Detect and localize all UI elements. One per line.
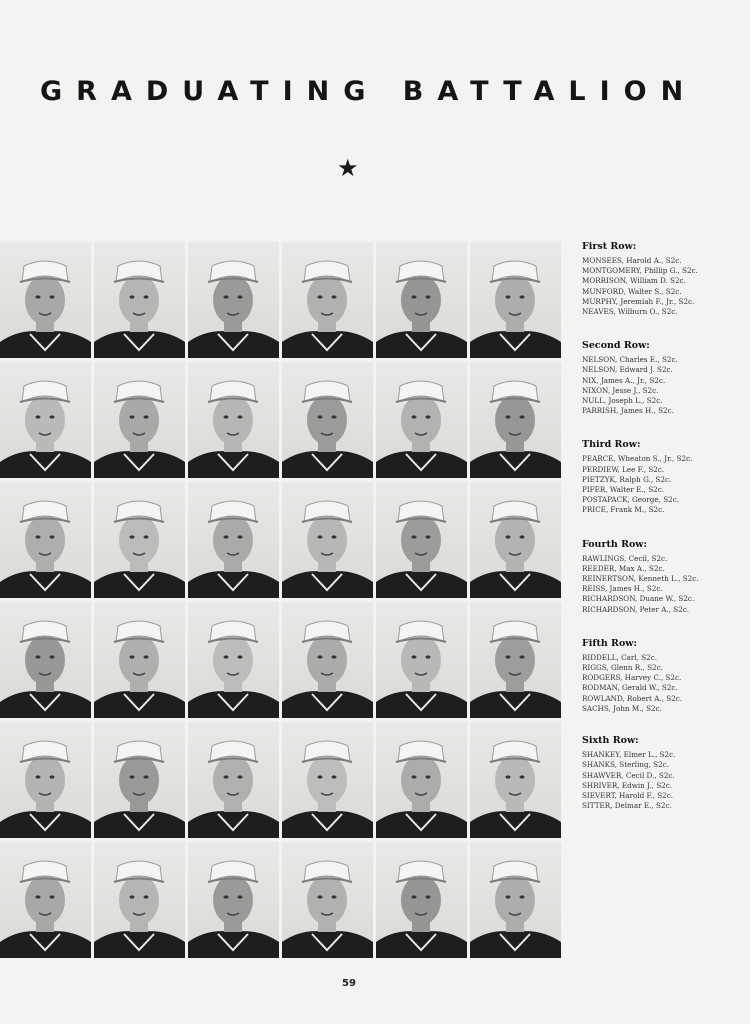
- sailor-portrait: [0, 242, 91, 358]
- roster-name: SIEVERT, Harold F., S2c.: [582, 790, 674, 800]
- page-number: 59: [342, 978, 356, 989]
- sailor-portrait: [282, 722, 373, 838]
- sailor-portrait: [94, 242, 185, 358]
- roster-name: PIFER, Walter E., S2c.: [582, 485, 665, 495]
- sailor-portrait: [94, 362, 185, 478]
- roster-name: MUNFORD, Walter S., S2c.: [582, 286, 682, 296]
- sailor-portrait: [470, 362, 561, 478]
- section-heading: Third Row:: [582, 439, 641, 451]
- sailor-portrait: [376, 602, 467, 718]
- sailor-portrait: [470, 722, 561, 838]
- sailor-portrait: [376, 362, 467, 478]
- star-icon: ★: [337, 154, 359, 182]
- sailor-portrait: [470, 602, 561, 718]
- section-heading: Sixth Row:: [582, 735, 639, 747]
- roster-name: REINERTSON, Kenneth L., S2c.: [582, 574, 699, 584]
- roster-name: REISS, James H., S2c.: [582, 584, 663, 594]
- section-heading: Fifth Row:: [582, 637, 637, 649]
- roster-name: MONTGOMERY, Phillip G., S2c.: [582, 266, 698, 276]
- roster-name: RICHARDSON, Duane W., S2c.: [582, 594, 695, 604]
- roster-name: SHANKEY, Elmer L., S2c.: [582, 750, 676, 760]
- sailor-portrait: [376, 482, 467, 598]
- section-heading: Second Row:: [582, 340, 650, 352]
- sailor-portrait: [0, 842, 91, 958]
- sailor-portrait: [282, 362, 373, 478]
- sailor-portrait: [188, 482, 279, 598]
- roster-name: NELSON, Edward J. S2c.: [582, 365, 673, 375]
- roster-name: NEAVES, Wilburn O., S2c.: [582, 307, 678, 317]
- sailor-portrait: [282, 602, 373, 718]
- name-section: [582, 438, 747, 515]
- sailor-portrait: [188, 722, 279, 838]
- roster-name: REEDER, Max A., S2c.: [582, 563, 665, 573]
- name-section: [582, 734, 747, 811]
- sailor-portrait: [376, 242, 467, 358]
- roster-name: SHRIVER, Edwin J., S2c.: [582, 780, 673, 790]
- sailor-portrait: [470, 842, 561, 958]
- sailor-portrait: [470, 482, 561, 598]
- sailor-portrait: [282, 842, 373, 958]
- roster-name: POSTAPACK, George, S2c.: [582, 495, 680, 505]
- sailor-portrait: [0, 722, 91, 838]
- sailor-portrait: [0, 602, 91, 718]
- roster-name: PRICE, Frank M., S2c.: [582, 505, 665, 515]
- roster-name: NIXON, Jesse J., S2c.: [582, 385, 659, 395]
- sailor-portrait: [282, 482, 373, 598]
- name-section: [582, 538, 747, 615]
- roster-name: PARRISH, James H., S2c.: [582, 406, 674, 416]
- roster-name: MORRISON, William D. S2c.: [582, 276, 686, 286]
- roster-name: MURPHY, Jeremiah F., Jr., S2c.: [582, 296, 695, 306]
- sailor-portrait: [376, 842, 467, 958]
- sailor-portrait: [94, 602, 185, 718]
- sailor-portrait: [376, 722, 467, 838]
- roster-name: NIX, James A., Jr., S2c.: [582, 375, 666, 385]
- sailor-portrait: [188, 362, 279, 478]
- sailor-portrait: [282, 242, 373, 358]
- roster-name: SACHS, John M., S2c.: [582, 703, 662, 713]
- name-section: [582, 240, 747, 317]
- sailor-portrait: [188, 242, 279, 358]
- roster-name: PIETZYK, Ralph G., S2c.: [582, 474, 672, 484]
- roster-name: RAWLINGS, Cecil, S2c.: [582, 553, 668, 563]
- roster-name: SHAWVER, Cecil D., S2c.: [582, 770, 675, 780]
- roster-name: ROWLAND, Robert A., S2c.: [582, 693, 683, 703]
- name-section: [582, 637, 747, 714]
- sailor-portrait: [470, 242, 561, 358]
- roster-name: SITTER, Delmar E., S2c.: [582, 801, 672, 811]
- roster-name: NULL, Joseph L., S2c.: [582, 396, 663, 406]
- section-heading: Fourth Row:: [582, 538, 647, 550]
- sailor-portrait: [94, 482, 185, 598]
- roster-name: RODMAN, Gerald W., S2c.: [582, 683, 678, 693]
- roster-name: SHANKS, Sterling, S2c.: [582, 760, 669, 770]
- names-column: [582, 240, 747, 811]
- section-heading: First Row:: [582, 241, 637, 252]
- name-section: [582, 339, 747, 416]
- roster-name: RIDDELL, Carl, S2c.: [582, 652, 658, 662]
- roster-name: PERDIEW, Lee F., S2c.: [582, 464, 665, 474]
- sailor-portrait: [94, 842, 185, 958]
- roster-name: RIGGS, Glenn R., S2c.: [582, 663, 663, 673]
- roster-name: RICHARDSON, Peter A., S2c.: [582, 604, 690, 614]
- roster-name: PEARCE, Wheaton S., Jr., S2c.: [582, 454, 693, 464]
- sailor-portrait: [188, 602, 279, 718]
- roster-name: NELSON, Charles E., S2c.: [582, 355, 678, 365]
- sailor-portrait: [94, 722, 185, 838]
- page-title: GRADUATING BATTALION: [40, 76, 698, 107]
- portrait-grid: [0, 242, 556, 960]
- sailor-portrait: [0, 362, 91, 478]
- sailor-portrait: [188, 842, 279, 958]
- sailor-portrait: [0, 482, 91, 598]
- roster-name: RODGERS, Harvey C., S2c.: [582, 673, 682, 683]
- roster-name: MONSEES, Harold A., S2c.: [582, 256, 682, 265]
